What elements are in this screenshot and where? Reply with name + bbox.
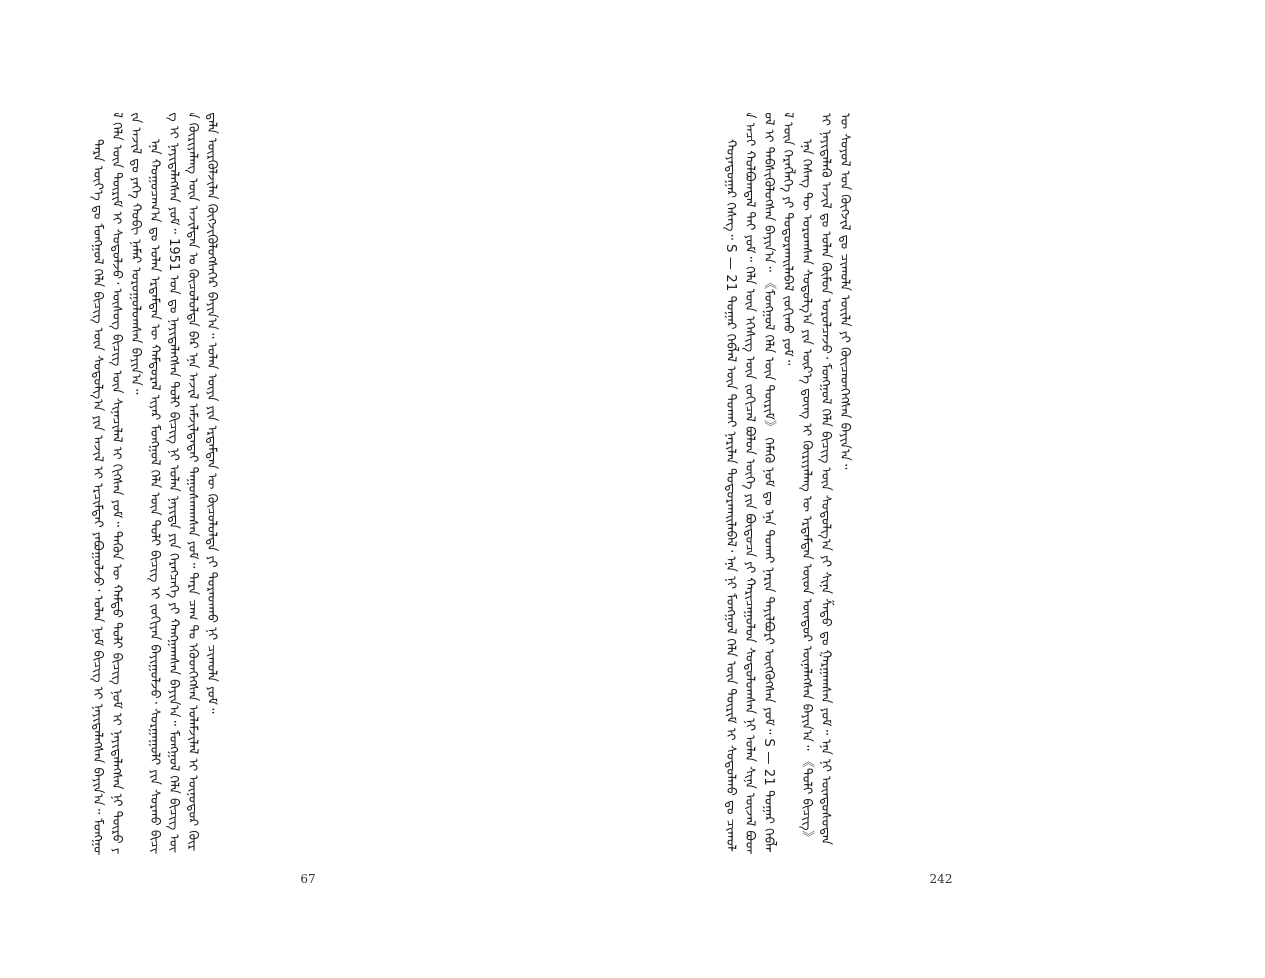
left-paragraph-2: ᠡᠨᠡ ᠬᠤᠭᠤᠴᠠᠭ᠎ᠠ ᠳᠤ ᠣᠯᠠᠨ ᠡᠷᠳᠡᠮᠲᠡᠨ ᠦ ᠬᠠᠮᠲᠤᠷᠠᠯ ᠢᠶᠠᠷ ᠮᠣᠩᠭᠣᠯ ᠬᠡᠯᠡ ᠦᠨ ᠲᠣᠯᠢ ᠪᠢᠴᠢᠭ ᠢ ᠵᠣᠬᠢᠶᠠᠨ ᠪᠠᠶᠢᠭᠤᠯᠵᠤ᠂ ᠰᠤᠷᠭᠠᠭᠤᠯᠢ ᠶᠢᠨ ᠰᠤᠷᠬᠤ ᠪᠢᠴᠢᠭ ᠢ ᠨᠡᠶᠢᠲᠡᠯᠡᠭᠰᠡᠨ ᠶᠤᠮ᠃ 1951 ᠣᠨ ᠳᠤ ᠨᠡᠶᠢᠲᠡᠯᠡᠭᠰᠡᠨ ᠲᠣᠯᠢ ᠪᠢᠴᠢᠭ ᠨᠢ ᠣᠯᠠᠨ ᠨᠡᠶᠢᠲᠡ ᠶᠢᠨ ᠬᠡᠷᠡᠭᠴᠡᠭᠡ ᠶᠢ ᠬᠠᠩᠭᠠᠭᠰᠠᠨ ᠪᠠᠶᠢᠨ᠎ᠠ᠃ ᠮᠣᠩᠭᠣᠯ ᠬᠡᠯᠡ ᠪᠢᠴᠢᠭ ᠦᠨ ᠬᠦᠷᠢᠶᠡᠯᠡᠩ ᠦᠨ ᠠᠵᠢᠯᠲᠠᠨ ᠤ ᠬᠦᠴᠦᠯᠦᠯᠲᠡ ᠪᠡᠷ ᠡᠨᠡ ᠠᠵᠢᠯ ᠠᠮᠵᠢᠯᠲᠠᠲᠠᠢ ᠳᠠᠭᠤᠰᠬᠠᠭᠰᠠᠨ ᠶᠤᠮ᠃ ᠲᠡᠷᠡ ᠴᠠᠭ ᠲᠤ ᠡᠭᠦᠳᠬᠡᠭᠰᠡᠨ ᠤᠯᠠᠮᠵᠢᠯᠠᠯ ᠢ ᠥᠨᠥᠳᠦᠷ ᠬᠦᠷᠲᠡᠯᠡ ᠦᠷᠭᠦᠯᠵᠢᠯᠡᠨ ᠬᠥᠭᠵᠢᠭᠦᠯᠦᠭᠰᠡᠭᠡᠷ ᠪᠠᠶᠢᠨ᠎ᠠ᠃ ᠣᠯᠠᠨ ᠦᠶᠡ ᠶᠢᠨ ᠡᠷᠳᠡᠮᠲᠡᠨ ᠦ ᠬᠦᠴᠦᠯᠦᠯᠲᠡ ᠶᠢ ᠳᠤᠷᠠᠳᠬᠤ ᠨᠢ ᠴᠢᠬᠤᠯᠠ ᠶᠤᠮ᠃ — [147, 113, 219, 854]
left-page-number: 67 — [300, 872, 316, 886]
right-page — [633, 0, 1265, 978]
right-page-vertical-text — [721, 113, 1181, 855]
left-page — [0, 0, 632, 978]
right-paragraph-1: ᠬᠣᠶᠠᠳᠤᠭᠠᠷ ᠬᠡᠰᠡᠭ᠃ S — 21 ᠳᠤᠭᠠᠷ ᠬᠡᠪᠯᠡᠯ ᠦᠨ ᠲᠤᠬᠠᠢ ᠨᠠᠷᠢᠯᠠᠨ ᠲᠣᠳᠤᠷᠬᠠᠢᠯᠠᠪᠠᠯ᠂ ᠡᠨᠡ ᠨᠢ ᠮᠣᠩᠭᠣᠯ ᠬᠡᠯᠡ ᠦᠨ ᠳᠦᠷᠢᠮ ᠢ ᠰᠤᠳᠤᠯᠬᠤ ᠳᠤ ᠴᠢᠬᠤᠯᠠ ᠠᠴᠢ ᠬᠣᠯᠪᠣᠭᠳᠠᠯ ᠲᠠᠢ ᠶᠤᠮ᠃ ᠬᠡᠯᠡ ᠦᠨ ᠡᠭᠡᠰᠢᠭ ᠦᠨ ᠵᠣᠬᠢᠴᠠᠯ ᠪᠣᠯᠤᠨ ᠦᠭᠡ ᠶᠢᠨ ᠪᠦᠲᠦᠴᠡ ᠶᠢ ᠬᠠᠷᠢᠴᠠᠭᠤᠯᠤᠨ ᠰᠤᠳᠤᠯᠤᠭᠰᠠᠨ ᠨᠢ ᠣᠯᠠᠨ ᠰᠢᠨᠡ ᠦᠵᠡᠯ ᠪᠣᠳᠤᠯ ᠢ ᠳᠡᠪᠰᠢᠭᠦᠯᠦᠭᠰᠡᠨ ᠪᠠᠶᠢᠨ᠎ᠠ᠃ 《ᠮᠣᠩᠭᠣᠯ ᠬᠡᠯᠡ ᠦᠨ ᠳᠦᠷᠢᠮ》 ᠬᠡᠮᠡᠬᠦ ᠨᠣᠮ ᠳᠤ ᠡᠨᠡ ᠲᠤᠬᠠᠢ ᠨᠠᠷᠢᠨ ᠲᠠᠶᠢᠯᠪᠤᠷᠢ ᠥᠭᠭᠦᠭᠰᠡᠨ ᠶᠤᠮ᠃ S — 21 ᠳᠤᠭᠠᠷ ᠬᠡᠪᠯᠡᠯ ᠦᠨ ᠬᠡᠷᠡᠭᠯᠡᠭᠡ ᠶᠢ ᠲᠣᠳᠤᠷᠬᠠᠢᠯᠠᠪᠠᠯ ᠵᠣᠬᠢᠬᠤ ᠶᠤᠮ᠃ — [723, 113, 795, 854]
right-page-text-block — [721, 113, 1181, 855]
left-page-text-block — [88, 113, 548, 855]
right-paragraph-2: ᠡᠨᠡ ᠬᠡᠰᠡᠭ ᠲᠦ ᠣᠷᠣᠭᠰᠠᠨ ᠰᠤᠳᠤᠯᠭ᠎ᠠ ᠶᠢᠨ ᠦᠷ᠎ᠡ ᠳ᠋ᠦᠩ ᠢ ᠬᠦᠷᠢᠶᠡᠯᠡᠩ ᠦ ᠡᠷᠳᠡᠮᠲᠡᠨ ᠦᠳ ᠥᠨᠳᠥᠷ ᠦᠨᠡᠯᠡᠭᠰᠡᠨ ᠪᠠᠶᠢᠨ᠎ᠠ᠃ 《ᠲᠣᠯᠢ ᠪᠢᠴᠢᠭ》 ᠢ ᠨᠡᠶᠢᠲᠡᠯᠡᠬᠦ ᠠᠵᠢᠯ ᠳᠤ ᠣᠯᠠᠨ ᠬᠦᠮᠦᠨ ᠣᠷᠣᠯᠴᠠᠵᠤ᠂ ᠮᠣᠩᠭᠣᠯ ᠬᠡᠯᠡ ᠪᠢᠴᠢᠭ ᠦᠨ ᠰᠤᠳᠤᠯᠭ᠎ᠠ ᠶᠢ ᠰᠢᠨᠡ ᠱᠠᠲᠤ ᠳᠤ ᠭᠠᠷᠭᠠᠭᠰᠠᠨ ᠶᠤᠮ᠃ ᠡᠨᠡ ᠨᠢ ᠦᠨᠳᠦᠰᠦᠲᠡᠨ ᠦ ᠰᠣᠶᠣᠯ ᠤᠨ ᠬᠥᠭᠵᠢᠯ ᠳᠤ ᠴᠢᠬᠤᠯᠠ ᠦᠢᠯᠡ ᠶᠢ ᠭᠦᠢᠴᠡᠳᠭᠡᠭᠰᠡᠨ ᠪᠠᠶᠢᠨ᠎ᠠ᠃ — [799, 113, 852, 845]
left-paragraph-1: ᠲᠡᠷᠡ ᠦᠶ᠎ᠡ ᠳᠤ ᠮᠣᠩᠭᠣᠯ ᠬᠡᠯᠡ ᠪᠢᠴᠢᠭ ᠦᠨ ᠰᠤᠳᠤᠯᠭ᠎ᠠ ᠶᠢᠨ ᠠᠵᠢᠯ ᠢ ᠡᠷᠴᠢᠮᠲᠡᠢ ᠶᠠᠪᠤᠭᠤᠯᠵᠤ᠂ ᠣᠯᠠᠨ ᠨᠣᠮ ᠪᠢᠴᠢᠭ ᠢ ᠨᠡᠶᠢᠲᠡᠯᠡᠭᠰᠡᠨ ᠪᠠᠶᠢᠨ᠎ᠠ᠃ ᠮᠣᠩᠭᠣᠯ ᠬᠡᠯᠡ ᠦᠨ ᠳᠦᠷᠢᠮ ᠢ ᠰᠤᠳᠤᠯᠵᠤ᠂ ᠦᠰᠦᠭ ᠪᠢᠴᠢᠭ ᠦᠨ ᠰᠢᠨᠡᠴᠢᠯᠡᠯ ᠢ ᠬᠢᠭᠰᠡᠨ ᠶᠤᠮ᠃ ᠲᠡᠭᠦᠨ ᠦ ᠬᠠᠮᠲᠤ ᠲᠤᠯᠢ ᠪᠢᠴᠢᠭ ᠨᠣᠮ ᠢ ᠨᠡᠶᠢᠲᠡᠯᠡᠭᠰᠡᠨ ᠨᠢ ᠲᠦᠷᠦ ᠶᠢᠨ ᠠᠵᠢᠯ ᠳᠤ ᠶᠡᠬᠡ ᠬᠤᠪᠢ ᠨᠡᠮᠡᠷ ᠣᠷᠤᠭᠤᠯᠤᠭᠰᠠᠨ ᠪᠠᠶᠢᠨ᠎ᠠ᠃ — [90, 113, 143, 855]
left-page-vertical-text — [88, 113, 548, 855]
right-page-number: 242 — [929, 872, 953, 886]
